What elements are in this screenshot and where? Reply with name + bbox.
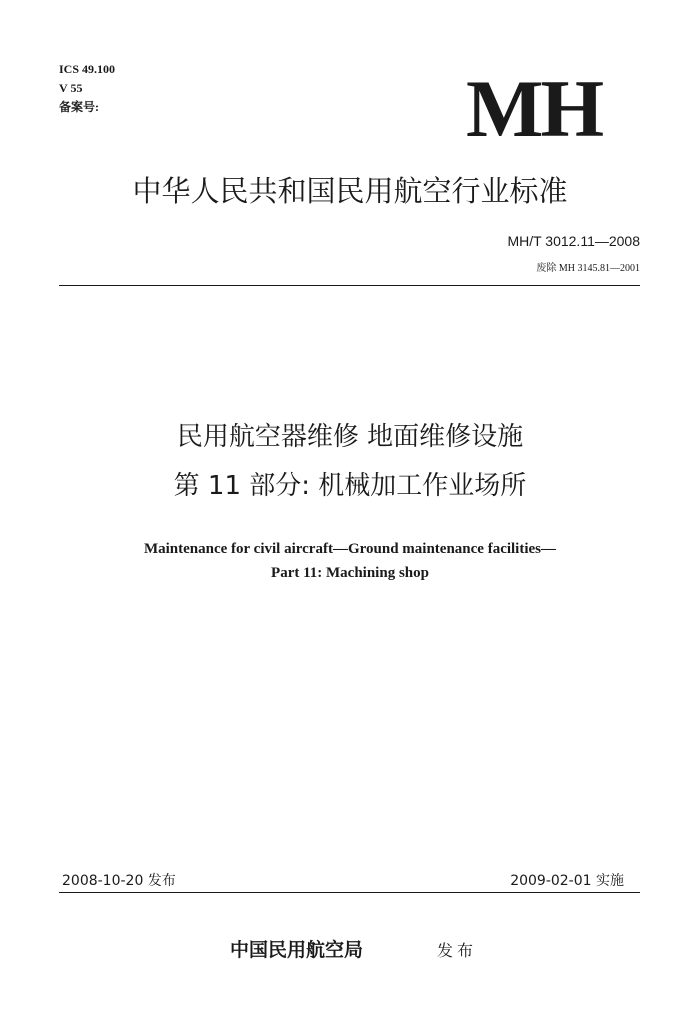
english-title-line-2: Part 11: Machining shop <box>271 565 429 581</box>
effective-date: 2009-02-01 实施 <box>510 873 624 889</box>
ics-code: ICS 49.100 <box>59 62 116 76</box>
header-divider <box>59 285 640 286</box>
supersedes-note: 废除 MH 3145.81—2001 <box>536 263 640 274</box>
standard-code: MH/T 3012.11—2008 <box>507 233 640 249</box>
document-title-line-1: 民用航空器维修 地面维修设施 <box>176 422 524 452</box>
document-title-line-2: 第 11 部分: 机械加工作业场所 <box>173 471 527 501</box>
issuing-authority: 中国民用航空局 <box>230 939 364 961</box>
english-title-line-1: Maintenance for civil aircraft—Ground maintenance facilities— <box>143 541 557 557</box>
standard-title: 中华人民共和国民用航空行业标准 <box>132 174 568 208</box>
mh-logo: MH <box>466 63 602 154</box>
issue-label: 发布 <box>437 941 478 960</box>
issue-date: 2008-10-20 发布 <box>62 873 176 889</box>
filing-number-label: 备案号: <box>59 100 99 114</box>
ccs-code: V 55 <box>59 81 83 95</box>
footer-divider <box>59 892 640 893</box>
